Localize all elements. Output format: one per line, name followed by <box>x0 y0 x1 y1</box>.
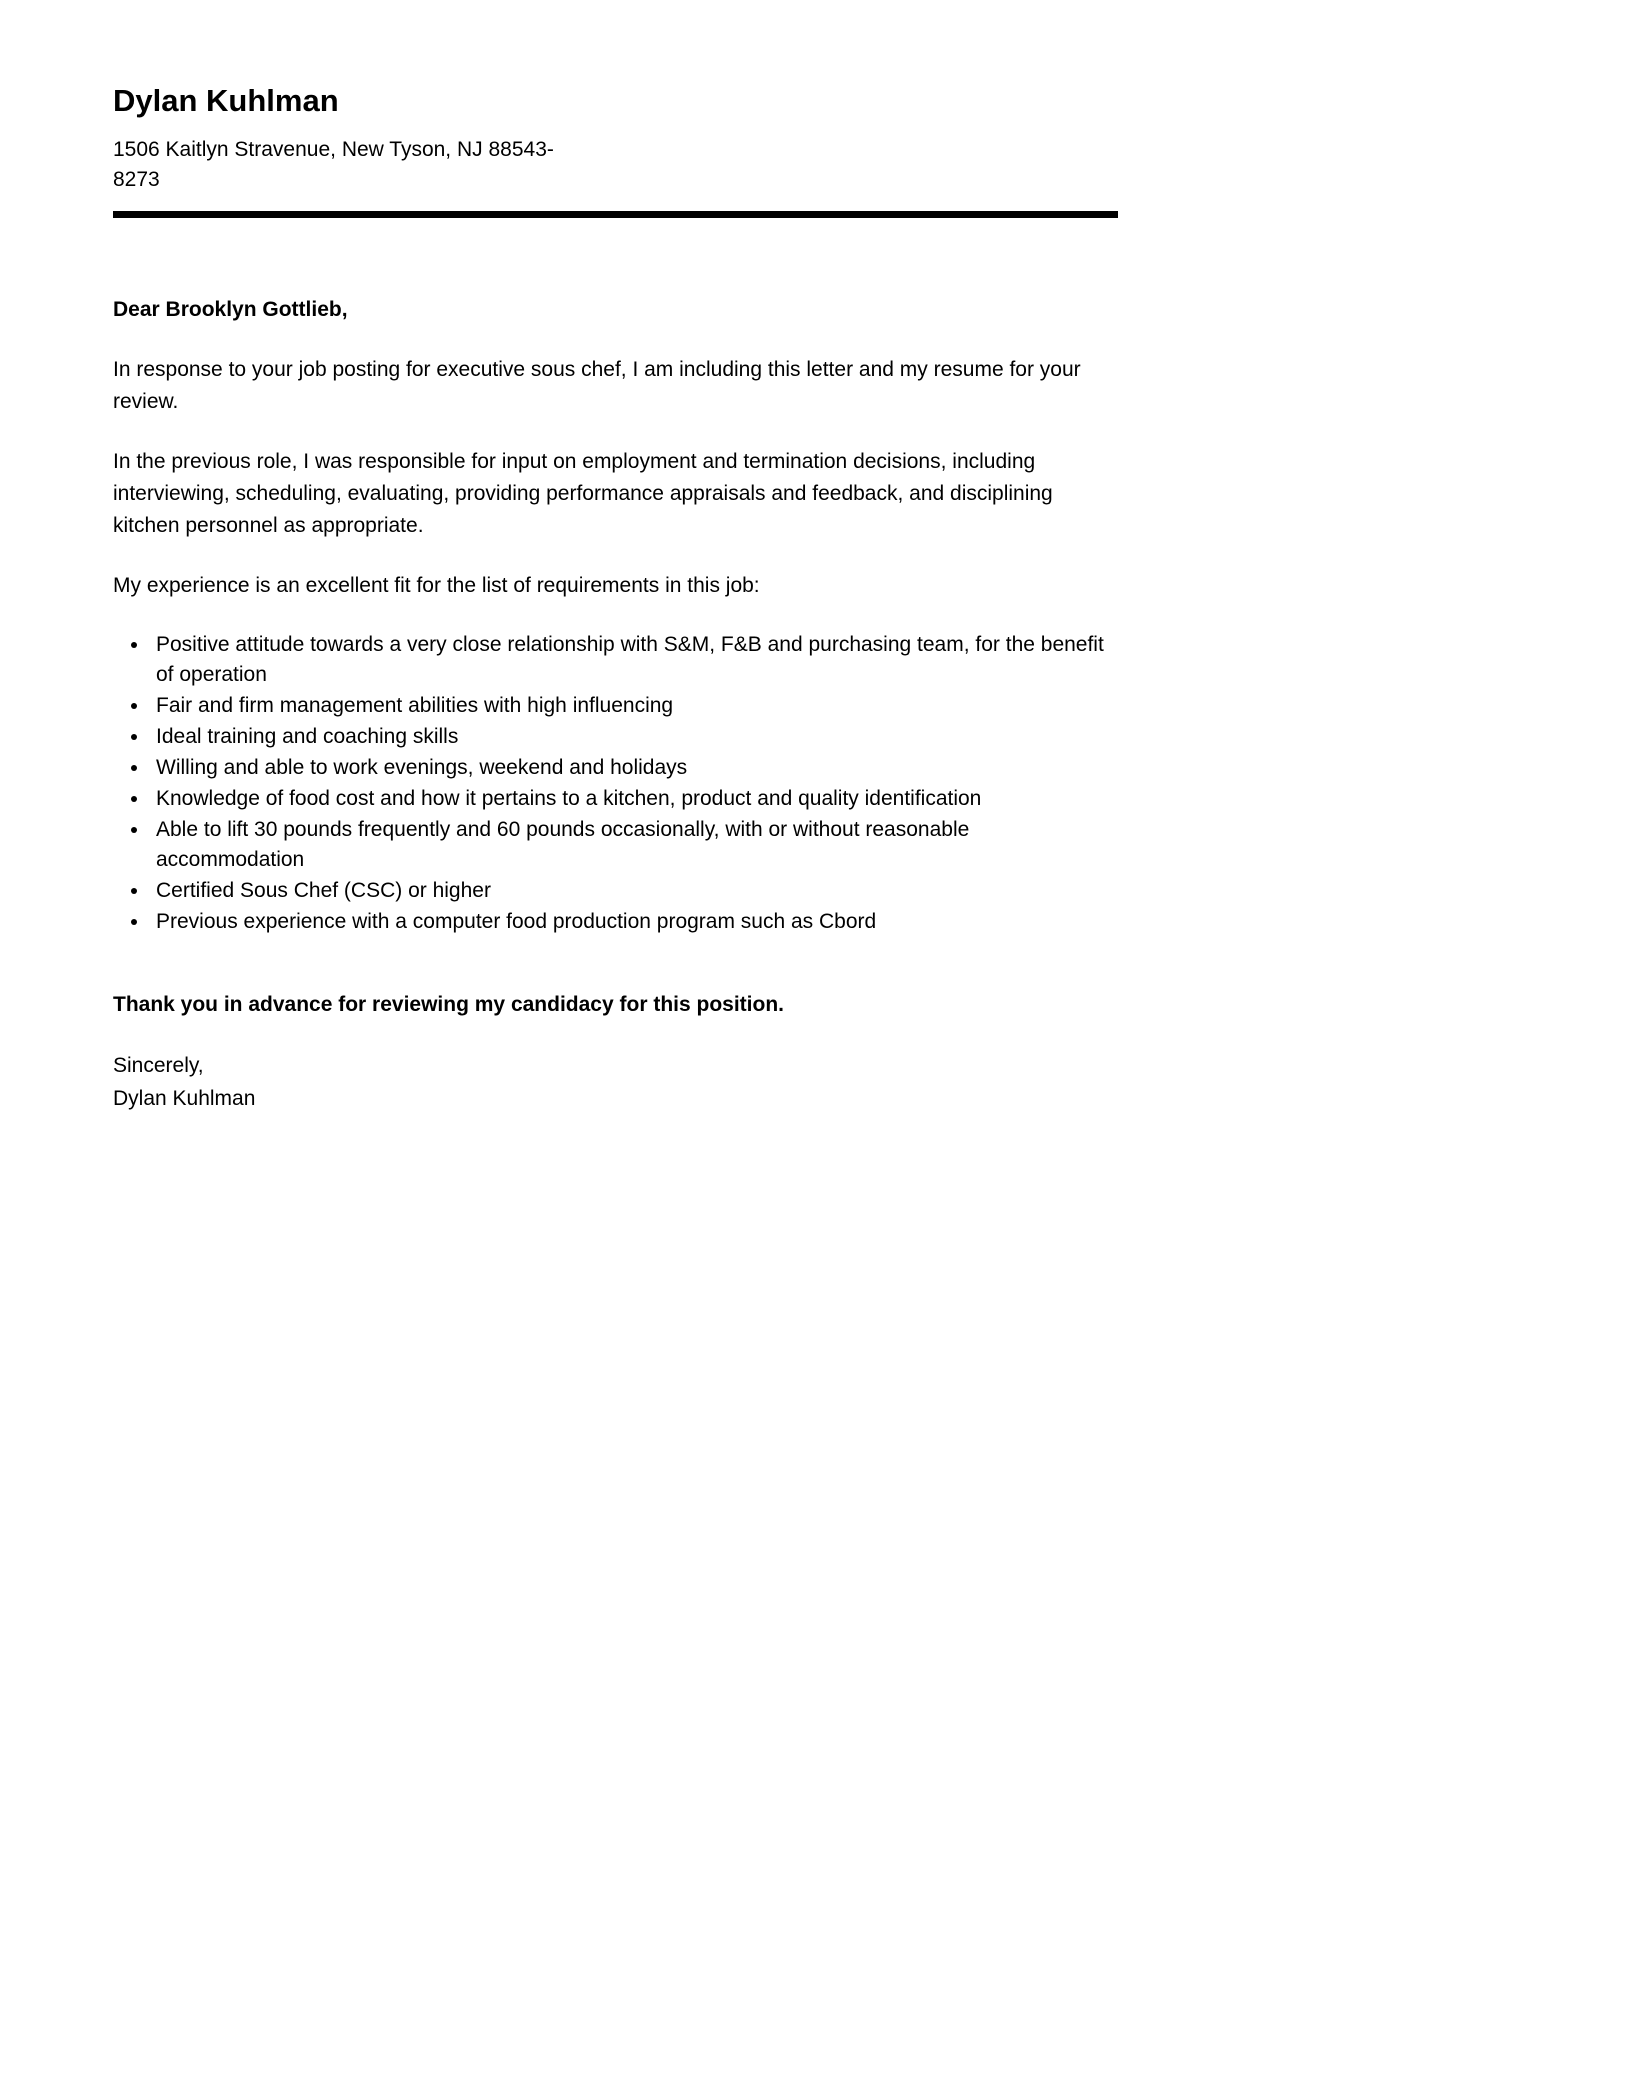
header-divider <box>113 211 1118 218</box>
signature-name: Dylan Kuhlman <box>113 1087 256 1111</box>
letter-body <box>113 294 1118 1115</box>
list-item: • Willing and able to work evenings, weekend and holidays <box>150 753 1118 783</box>
closing-statement: Thank you in advance for reviewing my candidacy for this position. <box>113 993 784 1017</box>
requirements-list <box>113 630 1118 937</box>
list-item: • Certified Sous Chef (CSC) or higher <box>150 876 1118 906</box>
sign-off: Sincerely, <box>113 1054 204 1078</box>
list-item: • Positive attitude towards a very close relationship with S&M, F&B and purchasing team, for the benefit of operation <box>150 630 1118 690</box>
list-item: • Fair and firm management abilities with high influencing <box>150 691 1118 721</box>
list-item: • Ideal training and coaching skills <box>150 722 1118 752</box>
paragraph-experience: In the previous role, I was responsible for input on employment and termination decisions, including interviewing, scheduling, evaluating, providing performance appraisals and feedback, and disciplining kitchen personnel as appropriate. <box>113 450 1053 538</box>
sender-header <box>113 82 1118 218</box>
sender-address-line1: 1506 Kaitlyn Stravenue, New Tyson, NJ 88543- <box>113 138 554 162</box>
salutation: Dear Brooklyn Gottlieb, <box>113 298 348 322</box>
paragraph-fit: My experience is an excellent fit for the list of requirements in this job: <box>113 574 760 598</box>
paragraph-intro: In response to your job posting for executive sous chef, I am including this letter and my resume for your review. <box>113 358 1081 414</box>
list-item: • Able to lift 30 pounds frequently and 60 pounds occasionally, with or without reasonable accommodation <box>150 815 1118 875</box>
list-item: • Previous experience with a computer food production program such as Cbord <box>150 907 1118 937</box>
sender-name: Dylan Kuhlman <box>113 83 339 118</box>
list-item: • Knowledge of food cost and how it pertains to a kitchen, product and quality identification <box>150 784 1118 814</box>
letter-content <box>113 82 1118 1115</box>
sender-address-line2: 8273 <box>113 168 160 192</box>
